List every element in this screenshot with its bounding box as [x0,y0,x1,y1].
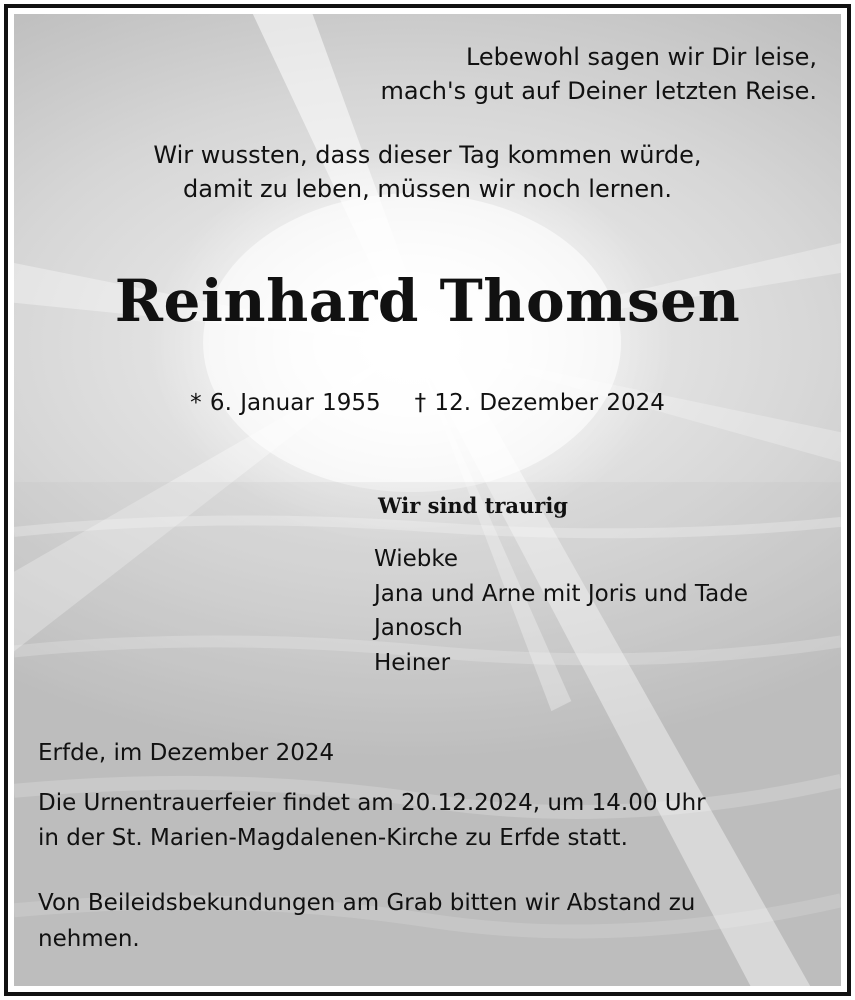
farewell-verse [381,40,817,108]
farewell-verse-line: Lebewohl sagen wir Dir leise, [465,43,817,71]
condolence-line: nehmen. [38,926,140,952]
mourning-verse [14,138,841,206]
life-dates [14,386,841,420]
mourner-name: Jana und Arne mit Joris und Tade [374,580,749,607]
obituary-frame [4,4,851,996]
death-date: † 12. Dezember 2024 [414,390,665,416]
mourning-verse-line: damit zu leben, müssen wir noch lernen. [183,175,672,203]
mourning-verse-line: Wir wussten, dass dieser Tag kommen würde, [153,141,702,169]
birth-date: * 6. Januar 1955 [190,390,381,416]
mourner-name: Heiner [374,649,451,676]
mourner-name: Wiebke [374,546,459,572]
ceremony-notice [38,786,706,855]
ceremony-line: Die Urnentrauerfeier findet am 20.12.2024, um 14.00 Uhr [38,790,706,816]
background-sky-image [14,14,841,986]
farewell-verse-line: mach's gut auf Deiner letzten Reise. [380,77,817,105]
ceremony-line: in der St. Marien-Magdalenen-Kirche zu Erfde statt. [38,824,628,851]
place-and-date: Erfde, im Dezember 2024 [38,740,335,766]
condolence-line: Von Beileidsbekundungen am Grab bitten wir Abstand zu [38,890,696,916]
deceased-name: Reinhard Thomsen [114,267,741,335]
mourner-name: Janosch [374,615,463,641]
mourners-heading: Wir sind traurig [378,493,568,518]
condolence-notice [38,885,828,957]
mourners-list [374,542,748,680]
